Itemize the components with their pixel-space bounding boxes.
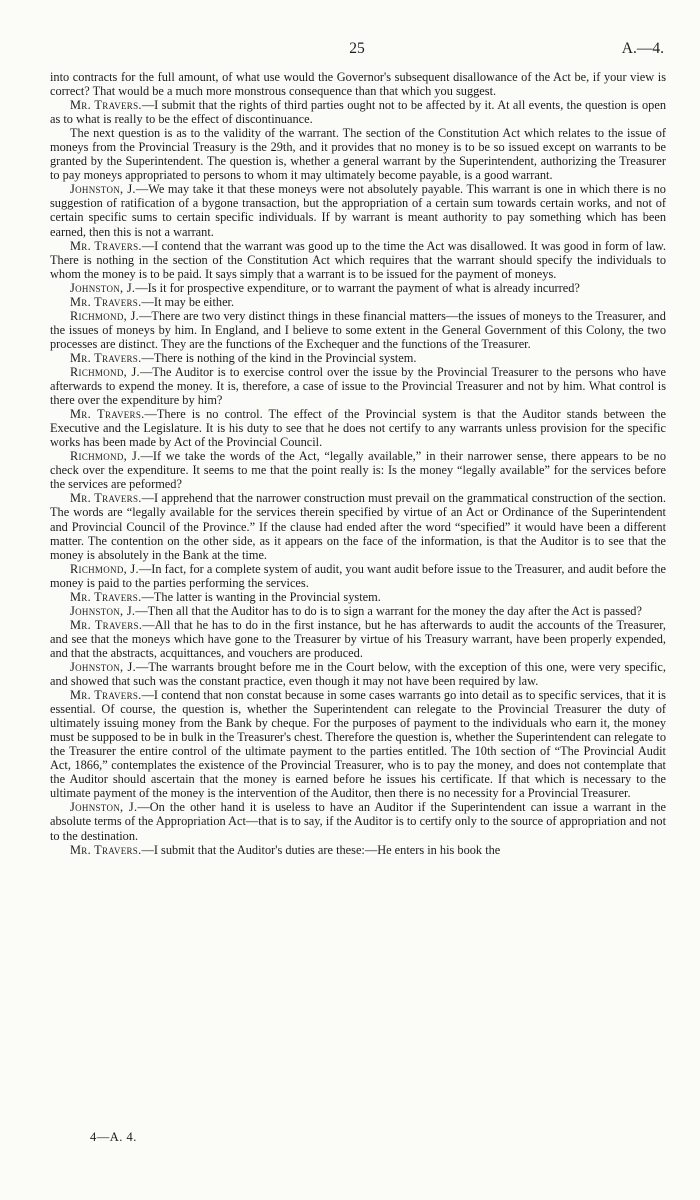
paragraph-text: —There is no control. The effect of the Provincial system is that the Auditor stands between the Executive and the Legislature. It is his duty to see that he does not certify to any warrants unless provision for the specific works has been made by Act of the Provincial Council. (50, 407, 666, 450)
paragraph-text: —If we take the words of the Act, “legally available,” in their narrower sense, there appears to be no check over the expenditure. It seems to me that the point really is: Is the money “legally available” for the services before the services are peformed? (50, 449, 666, 492)
paragraph-text: —I contend that non constat because in some cases warrants go into detail as to specific services, that it is essential. Of course, the question is, whether the Superintendent can relegate to the Provincial Treasurer the duty of ultimately issuing money from the Bank by cheque. For the purposes of payment to the individuals who earn it, the money must be supposed to be in bulk in the Treasurer's chest. Therefore the question is, whether the Superintendent can relegate to the Treasurer the entire control of the ultimate payment to the parties entitled. The 10th section of “The Provincial Audit Act, 1866,” contemplates the existence of the Provincial Treasurer, who is to pay the money, and does not contemplate that the Auditor should ascertain that the money is earned before he issues his certificate. If that which is necessary to the ultimate payment of the money is the intervention of the Auditor, then there is no necessity for a Provincial Treasurer. (50, 688, 666, 801)
paragraph (50, 843, 666, 857)
paragraph (50, 491, 666, 561)
speaker-name: Mr. Travers. (70, 688, 142, 703)
paragraph-text: —We may take it that these moneys were not absolutely payable. This warrant is one in which there is no suggestion of ratification of a bygone transaction, but the appropriation of a certain sum towards certain works, and not of certain specific sums to certain specific individuals. If by warrant is meant authority to pay something which has been earned, then this is not a warrant. (50, 182, 666, 239)
paragraph (50, 365, 666, 407)
paragraph-text: —On the other hand it is useless to have an Auditor if the Superintendent can issue a warrant in the absolute terms of the Appropriation Act—that is to say, if the Auditor is to certify only to the source of appropriation and not to the destination. (50, 800, 667, 843)
paragraph (50, 449, 666, 491)
paragraph-text: The next question is as to the validity of the warrant. The section of the Constitution Act which relates to the issue of moneys from the Provincial Treasury is the 29th, and it provides that no money is to be so issued except on warrants to be granted by the Superintendent. The question is, whether a general warrant by the Superintendent, authorizing the Treasurer to pay moneys appropriated to persons to whom it may ultimately become payable, is a good warrant. (50, 126, 666, 183)
paragraph (50, 70, 666, 98)
paragraph (50, 309, 666, 351)
paragraph (50, 351, 666, 365)
paragraph-text: —All that he has to do in the first instance, but he has afterwards to audit the accounts of the Treasurer, and see that the moneys which have gone to the Treasurer by virtue of his Treasury warrant, have been properly expended, and that the abstracts, acquittances, and vouchers are produced. (50, 617, 666, 660)
speaker-name: Richmond, J. (70, 449, 141, 464)
speaker-name: Mr. Travers. (70, 842, 142, 857)
speaker-name: Mr. Travers. (70, 238, 142, 253)
paragraph (50, 281, 666, 295)
speaker-name: Johnston, J. (70, 182, 136, 197)
speaker-name: Johnston, J. (70, 800, 138, 815)
paragraph-text: —I submit that the Auditor's duties are these:—He enters in his book the (141, 842, 501, 857)
paragraph-text: into contracts for the full amount, of what use would the Governor's subsequent disallowance of the Act be, if your view is correct? That would be a much more monstrous consequence than that which you suggest. (50, 70, 666, 99)
speaker-name: Richmond, J. (70, 561, 139, 576)
paragraph-text: —In fact, for a complete system of audit, you want audit before issue to the Treasurer, and audit before the money is paid to the parties performing the services. (50, 561, 666, 590)
printer-signature: 4—A. 4. (90, 1130, 137, 1144)
page-number: 25 (349, 40, 365, 57)
speaker-name: Richmond, J. (70, 308, 140, 323)
speaker-name: Johnston, J. (70, 603, 136, 618)
document-reference: A.—4. (621, 40, 664, 57)
paragraph-text: —There is nothing of the kind in the Provincial system. (141, 350, 417, 365)
speaker-name: Mr. Travers. (70, 589, 142, 604)
paragraph-text: —Then all that the Auditor has to do is to sign a warrant for the money the day after the Act is passed? (135, 603, 642, 618)
paragraph-text: —I contend that the warrant was good up to the time the Act was disallowed. It was good in form of law. There is nothing in the section of the Constitution Act which requires that the warrant should specify the individuals to whom the money is to be paid. It says simply that a warrant is to be issued for the payment of moneys. (50, 238, 666, 281)
speaker-name: Richmond, J. (70, 364, 140, 379)
speaker-name: Johnston, J. (70, 659, 136, 674)
paragraph-text: —The Auditor is to exercise control over the issue by the Provincial Treasurer to the persons who have afterwards to expend the money. It is, therefore, a case of issue to the Provincial Treasurer and not by him. What control is there over the expenditure by him? (50, 364, 666, 408)
speaker-name: Mr. Travers. (70, 350, 142, 365)
paragraph-text: —Is it for prospective expenditure, or to warrant the payment of what is already incurred? (135, 280, 580, 295)
paragraph-text: —It may be either. (141, 294, 235, 309)
paragraph (50, 407, 666, 449)
speaker-name: Mr. Travers. (70, 407, 145, 422)
paragraph (50, 295, 666, 309)
paragraph (50, 562, 666, 590)
paragraph (50, 688, 666, 800)
paragraph (50, 126, 666, 182)
paragraph (50, 800, 666, 842)
speaker-name: Mr. Travers. (70, 617, 143, 632)
paragraph-text: —I apprehend that the narrower construction must prevail on the grammatical construction of the section. The words are “legally available for the services therein specified by virtue of an Act or Ordinance of the Superintendent and Provincial Council of the Province.” If the clause had ended after the word “specified” it would have been a different matter. The contention on the other side, as it appears on the face of the information, is that the Auditor is to see that the money is absolutely in the Bank at the time. (50, 491, 666, 562)
speaker-name: Mr. Travers. (70, 294, 142, 309)
paragraph (50, 182, 666, 238)
speaker-name: Mr. Travers. (70, 491, 142, 506)
page-header (50, 40, 664, 60)
paragraph-text: —The latter is wanting in the Provincial system. (141, 589, 381, 604)
paragraph (50, 604, 666, 618)
speaker-name: Mr. Travers. (70, 98, 142, 113)
paragraph (50, 618, 666, 660)
paragraph (50, 239, 666, 281)
speaker-name: Johnston, J. (70, 280, 136, 295)
paragraph (50, 660, 666, 688)
paragraph (50, 98, 666, 126)
paragraph (50, 590, 666, 604)
paragraph-text: —The warrants brought before me in the Court below, with the exception of this one, were very specific, and showed that such was the constant practice, even though it may not have been required by law. (50, 659, 666, 689)
paragraph-text: —I submit that the rights of third parties ought not to be affected by it. At all events, the question is open as to what is really to be the effect of discontinuance. (50, 98, 666, 127)
paragraph-text: —There are two very distinct things in these financial matters—the issues of moneys to the Treasurer, and the issues of moneys by him. In England, and I believe to some extent in the General Government of this Colony, the two processes are distinct. They are the functions of the Exchequer and the functions of the Treasurer. (50, 308, 666, 351)
body-text (50, 70, 666, 857)
